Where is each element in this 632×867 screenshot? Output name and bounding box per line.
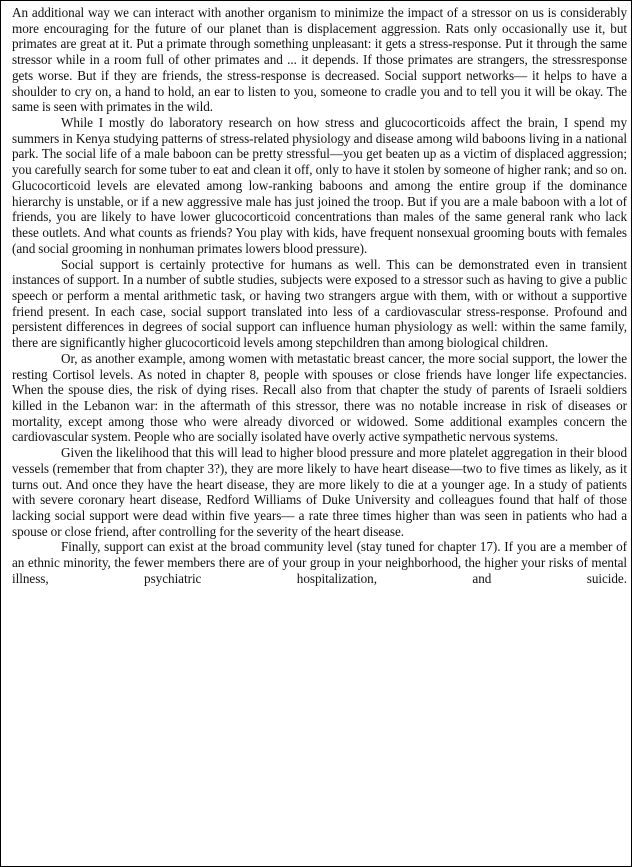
paragraph-heart-disease: Given the likelihood that this will lead to higher blood pressure and more platelet aggregation in their blood vessels (remember that from chapter 3?), they are more likely to have heart disease—two to five times as likely, as it turns out. And once they have the heart disease, they are more likely to die at a younger age. In a study of patients with severe coronary heart disease, Redford Williams of Duke University and colleagues found that half of those lacking social support were dead within five years— a rate three times higher than was seen in patients who had a spouse or close friend, after controlling for the severity of the heart disease.	[12, 445, 627, 539]
paragraph-baboon-research: While I mostly do laboratory research on how stress and glucocorticoids affect the brain, I spend my summers in Kenya studying patterns of stress-related physiology and disease among wild baboons living in a national park. The social life of a male baboon can be pretty stressful—you get beaten up as a victim of displaced aggression; you carefully search for some tuber to eat and clean it off, only to have it stolen by someone of higher rank; and so on. Glucocorticoid levels are elevated among low-ranking baboons and among the entire group if the dominance hierarchy is unstable, or if a new aggressive male has just joined the troop. But if you are a male baboon with a lot of friends, you are likely to have lower glucocorticoid concentrations than males of the same general rank who lack these outlets. And what counts as friends? You play with kids, have frequent nonsexual grooming bouts with females (and social grooming in nonhuman primates lowers blood pressure).	[12, 115, 627, 256]
paragraph-breast-cancer-example: Or, as another example, among women with metastatic breast cancer, the more social support, the lower the resting Cortisol levels. As noted in chapter 8, people with spouses or close friends have longer life expectancies. When the spouse dies, the risk of dying rises. Recall also from that chapter the study of parents of Israeli soldiers killed in the Lebanon war: in the aftermath of this stressor, there was no notable increase in risk of diseases or mortality, except among those who were already divorced or widowed. Some additional examples concern the cardiovascular system. People who are socially isolated have overly active sympathetic nervous systems.	[12, 350, 627, 445]
paragraph-community-support: Finally, support can exist at the broad community level (stay tuned for chapter 17). If you are a member of an ethnic minority, the fewer members there are of your group in your neighborhood, the higher your risks of mental illness, psychiatric hospitalization, and suicide.	[12, 539, 627, 586]
paragraph-social-support-intro: An additional way we can interact with another organism to minimize the impact of a stressor on us is considerably more encouraging for the future of our planet than is displacement aggression. Rats only occasionally use it, but primates are great at it. Put a primate through something unpleasant: it gets a stress-response. Put it through the same stressor while in a room full of other primates and ... it depends. If those primates are strangers, the stressresponse gets worse. But if they are friends, the stress-response is decreased. Social support networks— it helps to have a shoulder to cry on, a hand to hold, an ear to listen to you, someone to cradle you and to tell you it will be okay. The same is seen with primates in the wild.	[12, 5, 627, 115]
paragraph-human-social-support: Social support is certainly protective for humans as well. This can be demonstrated even in transient instances of support. In a number of subtle studies, subjects were exposed to a stressor such as having to give a public speech or perform a mental arithmetic task, or having two strangers argue with them, with or without a supportive friend present. In each case, social support translated into less of a cardiovascular stress-response. Profound and persistent differences in degrees of social support can influence human physiology as well: within the same family, there are significantly higher glucocorticoid levels among stepchildren than among biological children.	[12, 256, 627, 351]
